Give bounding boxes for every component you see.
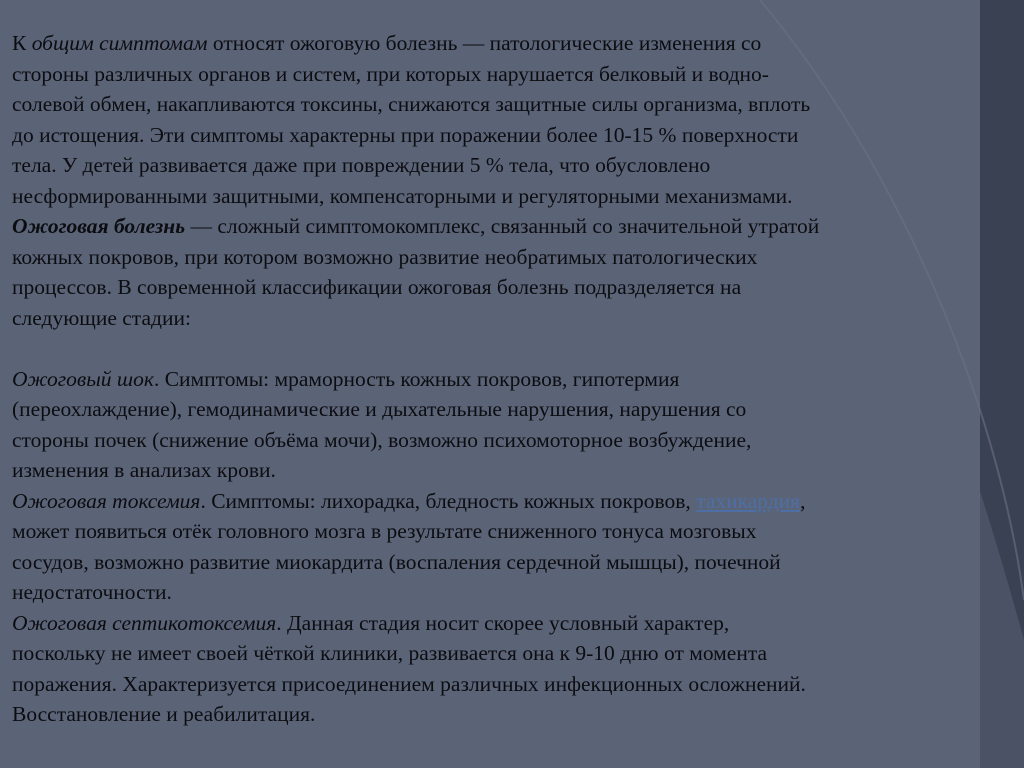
- slide-text: [12, 28, 1012, 730]
- text-line: до истощения. Эти симптомы характерны при поражении более 10-15 % поверхности: [12, 122, 799, 147]
- text-line: Ожоговая септикотоксемия. Данная стадия носит скорее условный характер,: [12, 610, 730, 635]
- text-line: стороны различных органов и систем, при которых нарушается белковый и водно-: [12, 61, 769, 86]
- text-line: процессов. В современной классификации ожоговая болезнь подразделяется на: [12, 275, 742, 299]
- paragraph-spacer: [12, 333, 1012, 364]
- text-line: несформированными защитными, компенсаторными и регуляторными механизмами.: [12, 183, 793, 208]
- text-line: (переохлаждение), гемодинамические и дыхательные нарушения, нарушения со: [12, 397, 747, 421]
- recovery-line: Восстановление и реабилитация.: [12, 702, 316, 726]
- text-line: Ожоговый шок. Симптомы: мраморность кожных покровов, гипотермия: [12, 366, 680, 391]
- tachycardia-link[interactable]: тахикардия: [696, 488, 801, 513]
- text-line: К общим симптомам относят ожоговую болезнь — патологические изменения со: [12, 31, 762, 55]
- term-burn-toxemia: Ожоговая токсемия: [12, 488, 201, 513]
- term-burn-disease: Ожоговая болезнь: [12, 214, 186, 238]
- text-line: изменения в анализах крови.: [12, 458, 276, 482]
- text-line: поражения. Характеризуется присоединением различных инфекционных осложнений.: [12, 671, 806, 696]
- text-line: Ожоговая токсемия. Симптомы: лихорадка, бледность кожных покровов, тахикардия,: [12, 488, 806, 513]
- text-line: стороны почек (снижение объёма мочи), возможно психомоторное возбуждение,: [12, 427, 752, 452]
- term-burn-septicotoxemia: Ожоговая септикотоксемия: [12, 610, 277, 635]
- text-line: Ожоговая болезнь — сложный симптомокомплекс, связанный со значительной утратой: [12, 214, 820, 238]
- text-line: тела. У детей развивается даже при повреждении 5 % тела, что обусловлено: [12, 153, 711, 177]
- term-burn-shock: Ожоговый шок: [12, 366, 154, 391]
- text-line: сосудов, возможно развитие миокардита (воспаления сердечной мышцы), почечной: [12, 549, 781, 574]
- text-line: может появиться отёк головного мозга в результате сниженного тонуса мозговых: [12, 519, 757, 543]
- text-line: поскольку не имеет своей чёткой клиники, развивается она к 9-10 дню от момента: [12, 641, 768, 665]
- text-line: кожных покровов, при котором возможно развитие необратимых патологических: [12, 244, 758, 269]
- text-line: солевой обмен, накапливаются токсины, снижаются защитные силы организма, вплоть: [12, 92, 811, 116]
- text-line: следующие стадии:: [12, 305, 191, 330]
- term-general-symptoms: общим симптомам: [31, 31, 208, 55]
- text-line: недостаточности.: [12, 580, 172, 604]
